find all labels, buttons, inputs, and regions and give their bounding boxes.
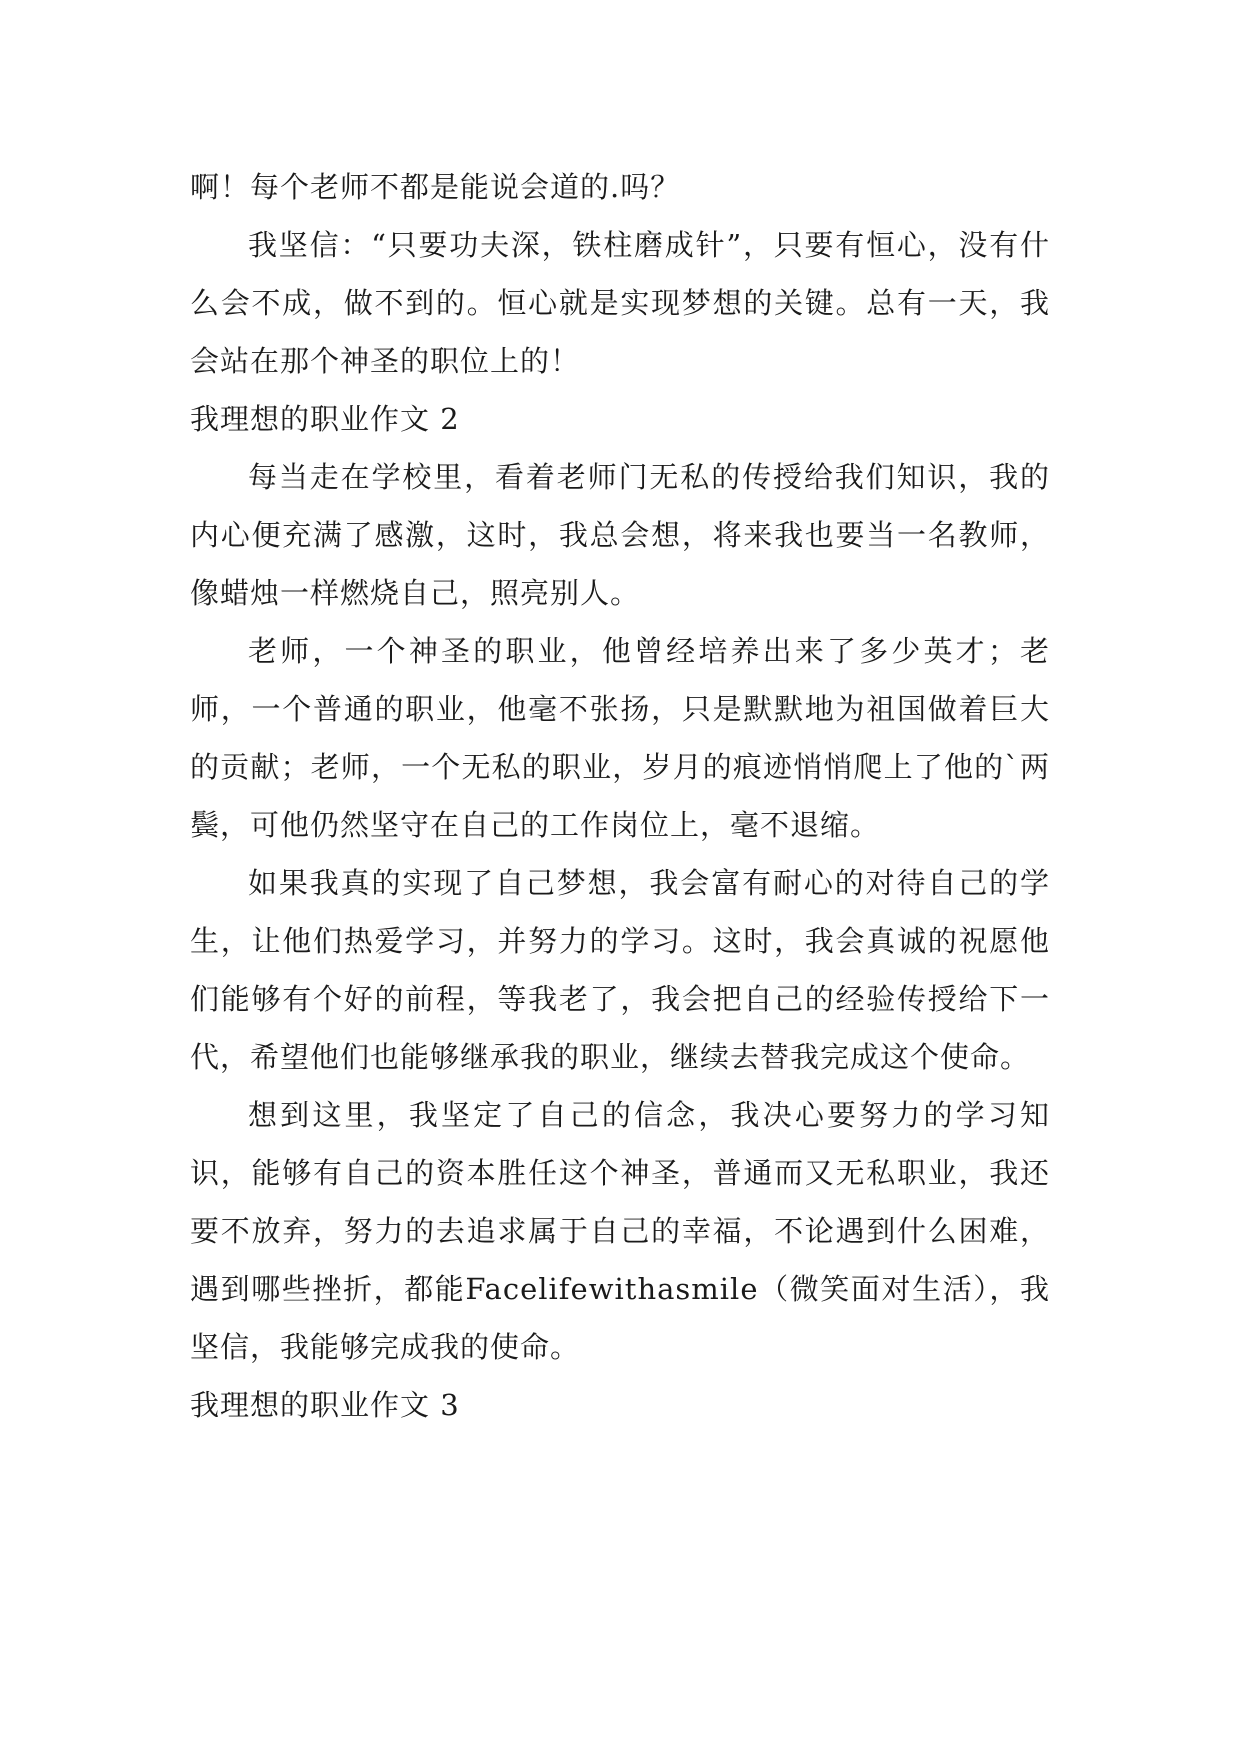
paragraph-teacher-profession: 老师，一个神圣的职业，他曾经培养出来了多少英才；老师，一个普通的职业，他毫不张扬，只是默默地为祖国做着巨大的贡献；老师，一个无私的职业，岁月的痕迹悄悄爬上了他的`两鬓，可他仍然坚守在自己的工作岗位上，毫不退缩。: [190, 634, 1050, 842]
paragraph-determination: 想到这里，我坚定了自己的信念，我决心要努力的学习知识，能够有自己的资本胜任这个神圣，普通而又无私职业，我还要不放弃，努力的去追求属于自己的幸福，不论遇到什么困难，遇到哪些挫折，都能Facelifewithasmile（微笑面对生活），我坚信，我能够完成我的使命。: [190, 1098, 1050, 1364]
essay-title-2: 我理想的职业作文 2: [190, 402, 460, 436]
paragraph-gratitude: 每当走在学校里，看着老师门无私的传授给我们知识，我的内心便充满了感激，这时，我总会想，将来我也要当一名教师，像蜡烛一样燃烧自己，照亮别人。: [190, 460, 1050, 610]
document-body: [190, 158, 1050, 1434]
paragraph-dream-realized: 如果我真的实现了自己梦想，我会富有耐心的对待自己的学生，让他们热爱学习，并努力的学习。这时，我会真诚的祝愿他们能够有个好的前程，等我老了，我会把自己的经验传授给下一代，希望他们也能够继承我的职业，继续去替我完成这个使命。: [190, 866, 1050, 1074]
paragraph-perseverance: 我坚信：“只要功夫深，铁柱磨成针”，只要有恒心，没有什么会不成，做不到的。恒心就是实现梦想的关键。总有一天，我会站在那个神圣的职位上的！: [190, 228, 1050, 378]
paragraph-intro-end: 啊！每个老师不都是能说会道的.吗？: [190, 170, 681, 204]
essay-title-3: 我理想的职业作文 3: [190, 1388, 460, 1422]
